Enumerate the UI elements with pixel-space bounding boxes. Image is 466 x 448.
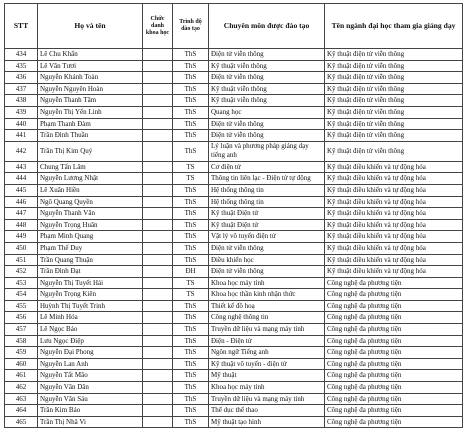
cell-name: Lê Minh Hóa xyxy=(38,312,143,324)
cell-stt: 463 xyxy=(5,393,38,405)
header-row xyxy=(5,4,463,49)
cell-stt: 434 xyxy=(5,49,38,61)
cell-specialty: Kỹ thuật Điện tử xyxy=(209,208,325,220)
cell-position xyxy=(143,141,173,161)
cell-position xyxy=(143,173,173,185)
table-row xyxy=(5,242,463,254)
cell-major: Công nghệ đa phương tiện xyxy=(325,289,463,301)
cell-degree: ThS xyxy=(173,83,209,95)
cell-name: Nguyễn Tất Mão xyxy=(38,370,143,382)
cell-degree: ThS xyxy=(173,324,209,336)
table-row xyxy=(5,118,463,130)
cell-stt: 465 xyxy=(5,416,38,428)
cell-position xyxy=(143,219,173,231)
cell-stt: 438 xyxy=(5,95,38,107)
table-row xyxy=(5,161,463,173)
cell-name: Nguyễn Trọng Huân xyxy=(38,219,143,231)
cell-major: Công nghệ đa phương tiện xyxy=(325,405,463,417)
cell-major: Công nghệ đa phương tiện xyxy=(325,335,463,347)
cell-name: Nguyễn Thị Tuyết Hải xyxy=(38,277,143,289)
cell-name: Nguyễn Nguyên Hoàn xyxy=(38,83,143,95)
table-row xyxy=(5,393,463,405)
cell-name: Trần Quang Thuận xyxy=(38,254,143,266)
cell-stt: 455 xyxy=(5,300,38,312)
cell-stt: 449 xyxy=(5,231,38,243)
header-major: Tên ngành đại học tham gia giảng dạy xyxy=(325,4,463,49)
cell-position xyxy=(143,208,173,220)
table-row xyxy=(5,289,463,301)
cell-position xyxy=(143,405,173,417)
cell-position xyxy=(143,118,173,130)
cell-specialty: Điện tử viễn thông xyxy=(209,242,325,254)
cell-major: Kỹ thuật điều khiển và tự động hóa xyxy=(325,266,463,278)
cell-name: Chung Tấn Lâm xyxy=(38,161,143,173)
cell-name: Nguyễn Văn Dân xyxy=(38,382,143,394)
cell-degree: ThS xyxy=(173,49,209,61)
table-body xyxy=(5,49,463,428)
cell-specialty: Khoa học máy tính xyxy=(209,277,325,289)
cell-position xyxy=(143,254,173,266)
cell-specialty: Thể dục thể thao xyxy=(209,405,325,417)
cell-specialty: Thiết kế đồ hoạ xyxy=(209,300,325,312)
cell-degree: ThS xyxy=(173,335,209,347)
table-row xyxy=(5,83,463,95)
cell-major: Công nghệ đa phương tiện xyxy=(325,393,463,405)
table-row xyxy=(5,196,463,208)
cell-stt: 452 xyxy=(5,266,38,278)
cell-degree: ThS xyxy=(173,184,209,196)
cell-degree: ThS xyxy=(173,405,209,417)
cell-position xyxy=(143,106,173,118)
table-row xyxy=(5,141,463,161)
cell-stt: 448 xyxy=(5,219,38,231)
cell-name: Trần Kim Bảo xyxy=(38,405,143,417)
cell-major: Công nghệ đa phương tiện xyxy=(325,370,463,382)
cell-degree: ThS xyxy=(173,72,209,84)
cell-position xyxy=(143,266,173,278)
cell-major: Kỹ thuật điện tử viễn thông xyxy=(325,83,463,95)
cell-major: Kỹ thuật điện tử viễn thông xyxy=(325,49,463,61)
cell-position xyxy=(143,312,173,324)
cell-stt: 443 xyxy=(5,161,38,173)
cell-major: Kỹ thuật điều khiển và tự động hóa xyxy=(325,208,463,220)
cell-specialty: Kỹ thuật vô tuyến - điện tử xyxy=(209,358,325,370)
cell-major: Kỹ thuật điện tử viễn thông xyxy=(325,60,463,72)
cell-major: Công nghệ đa phương tiện xyxy=(325,382,463,394)
cell-stt: 464 xyxy=(5,405,38,417)
table-row xyxy=(5,208,463,220)
cell-name: Nguyễn Thanh Tâm xyxy=(38,95,143,107)
cell-major: Kỹ thuật điều khiển và tự động hóa xyxy=(325,219,463,231)
cell-position xyxy=(143,72,173,84)
cell-stt: 437 xyxy=(5,83,38,95)
cell-degree: ThS xyxy=(173,370,209,382)
cell-position xyxy=(143,370,173,382)
cell-name: Phạm Thế Duy xyxy=(38,242,143,254)
cell-major: Công nghệ đa phương tiện xyxy=(325,416,463,428)
cell-name: Trần Thị Kim Quý xyxy=(38,141,143,161)
cell-degree: ĐH xyxy=(173,266,209,278)
cell-degree: ThS xyxy=(173,219,209,231)
cell-major: Kỹ thuật điều khiển và tự động hóa xyxy=(325,231,463,243)
cell-stt: 457 xyxy=(5,324,38,336)
cell-position xyxy=(143,130,173,142)
cell-stt: 436 xyxy=(5,72,38,84)
cell-specialty: Lý luận và phương pháp giảng dạy tiếng anh xyxy=(209,141,325,161)
cell-stt: 461 xyxy=(5,370,38,382)
table-row xyxy=(5,266,463,278)
cell-major: Công nghệ đa phương tiện xyxy=(325,324,463,336)
cell-specialty: Kỹ thuật viễn thông xyxy=(209,60,325,72)
table-row xyxy=(5,347,463,359)
cell-position xyxy=(143,60,173,72)
cell-position xyxy=(143,347,173,359)
cell-position xyxy=(143,416,173,428)
cell-major: Công nghệ đa phương tiện xyxy=(325,277,463,289)
cell-stt: 458 xyxy=(5,335,38,347)
cell-specialty: Cơ điện tử xyxy=(209,161,325,173)
cell-position xyxy=(143,196,173,208)
cell-position xyxy=(143,277,173,289)
cell-name: Nguyễn Văn Sáu xyxy=(38,393,143,405)
cell-name: Nguyễn Khánh Toàn xyxy=(38,72,143,84)
cell-degree: TS xyxy=(173,289,209,301)
cell-degree: ThS xyxy=(173,242,209,254)
cell-name: Lê Xuân Hiền xyxy=(38,184,143,196)
table-row xyxy=(5,416,463,428)
cell-specialty: Kỹ thuật viễn thông xyxy=(209,95,325,107)
cell-degree: ThS xyxy=(173,196,209,208)
cell-specialty: Kỹ thuật viễn thông xyxy=(209,83,325,95)
cell-degree: ThS xyxy=(173,231,209,243)
cell-stt: 445 xyxy=(5,184,38,196)
cell-major: Kỹ thuật điều khiển và tự động hóa xyxy=(325,161,463,173)
cell-stt: 446 xyxy=(5,196,38,208)
cell-degree: TS xyxy=(173,277,209,289)
cell-position xyxy=(143,324,173,336)
header-specialty: Chuyên môn được đào tạo xyxy=(209,4,325,49)
table-row xyxy=(5,335,463,347)
cell-specialty: Điện tử viễn thông xyxy=(209,130,325,142)
cell-specialty: Thông tin liên lạc - Điện tử tự động xyxy=(209,173,325,185)
cell-degree: ThS xyxy=(173,358,209,370)
cell-name: Nguyễn Lan Anh xyxy=(38,358,143,370)
cell-position xyxy=(143,184,173,196)
cell-specialty: Điện tử viễn thông xyxy=(209,266,325,278)
cell-specialty: Điều khiển học xyxy=(209,254,325,266)
cell-position xyxy=(143,358,173,370)
cell-major: Kỹ thuật điện tử viễn thông xyxy=(325,72,463,84)
cell-specialty: Kỹ thuật Điện tử xyxy=(209,219,325,231)
table-row xyxy=(5,184,463,196)
cell-major: Công nghệ đa phương tiện xyxy=(325,358,463,370)
cell-stt: 454 xyxy=(5,289,38,301)
cell-stt: 453 xyxy=(5,277,38,289)
cell-specialty: Điện tử viễn thông xyxy=(209,72,325,84)
cell-degree: ThS xyxy=(173,312,209,324)
cell-degree: ThS xyxy=(173,95,209,107)
cell-name: Nguyễn Lương Nhật xyxy=(38,173,143,185)
cell-degree: ThS xyxy=(173,118,209,130)
cell-major: Kỹ thuật điện tử viễn thông xyxy=(325,118,463,130)
cell-position xyxy=(143,382,173,394)
cell-degree: ThS xyxy=(173,106,209,118)
cell-major: Kỹ thuật điều khiển và tự động hóa xyxy=(325,173,463,185)
cell-specialty: Ngôn ngữ Tiếng anh xyxy=(209,347,325,359)
cell-name: Lưu Ngọc Điệp xyxy=(38,335,143,347)
table-row xyxy=(5,49,463,61)
cell-stt: 444 xyxy=(5,173,38,185)
cell-position xyxy=(143,161,173,173)
cell-degree: ThS xyxy=(173,416,209,428)
cell-degree: TS xyxy=(173,161,209,173)
table-row xyxy=(5,358,463,370)
table-row xyxy=(5,312,463,324)
cell-name: Nguyễn Trọng Kiên xyxy=(38,289,143,301)
cell-position xyxy=(143,49,173,61)
cell-degree: ThS xyxy=(173,254,209,266)
cell-position xyxy=(143,300,173,312)
cell-stt: 441 xyxy=(5,130,38,142)
cell-specialty: Điện tử viễn thông xyxy=(209,118,325,130)
cell-degree: ThS xyxy=(173,300,209,312)
table-row xyxy=(5,254,463,266)
cell-name: Nguyễn Đại Phong xyxy=(38,347,143,359)
cell-degree: ThS xyxy=(173,141,209,161)
cell-name: Trần Đình Thuần xyxy=(38,130,143,142)
table-row xyxy=(5,324,463,336)
cell-specialty: Truyền dữ liệu và mạng máy tính xyxy=(209,393,325,405)
table-row xyxy=(5,370,463,382)
table-row xyxy=(5,72,463,84)
header-stt: STT xyxy=(5,4,38,49)
cell-name: Lê Văn Tươi xyxy=(38,60,143,72)
cell-position xyxy=(143,231,173,243)
cell-stt: 442 xyxy=(5,141,38,161)
cell-name: Nguyễn Thanh Văn xyxy=(38,208,143,220)
header-name: Họ và tên xyxy=(38,4,143,49)
table-row xyxy=(5,130,463,142)
table-row xyxy=(5,173,463,185)
cell-stt: 450 xyxy=(5,242,38,254)
cell-stt: 460 xyxy=(5,358,38,370)
cell-major: Công nghệ đa phương tiện xyxy=(325,312,463,324)
table-row xyxy=(5,300,463,312)
cell-major: Kỹ thuật điện tử viễn thông xyxy=(325,95,463,107)
cell-major: Kỹ thuật điều khiển và tự động hóa xyxy=(325,196,463,208)
cell-name: Lê Ngọc Bảo xyxy=(38,324,143,336)
cell-name: Ngô Quang Quyền xyxy=(38,196,143,208)
table-row xyxy=(5,277,463,289)
cell-stt: 459 xyxy=(5,347,38,359)
cell-degree: ThS xyxy=(173,347,209,359)
table-row xyxy=(5,382,463,394)
cell-major: Kỹ thuật điện tử viễn thông xyxy=(325,130,463,142)
cell-specialty: Hệ thống thông tin xyxy=(209,196,325,208)
cell-position xyxy=(143,289,173,301)
cell-stt: 462 xyxy=(5,382,38,394)
faculty-table xyxy=(4,3,463,428)
table-row xyxy=(5,60,463,72)
cell-name: Lê Chu Khẩn xyxy=(38,49,143,61)
cell-specialty: Mỹ thuật xyxy=(209,370,325,382)
cell-name: Trần Đình Đạt xyxy=(38,266,143,278)
cell-specialty: Khoa học thần kinh nhận thức xyxy=(209,289,325,301)
cell-stt: 435 xyxy=(5,60,38,72)
cell-name: Nguyễn Thị Yến Linh xyxy=(38,106,143,118)
cell-specialty: Quang học xyxy=(209,106,325,118)
cell-stt: 456 xyxy=(5,312,38,324)
cell-major: Kỹ thuật điều khiển và tự động hóa xyxy=(325,242,463,254)
cell-stt: 440 xyxy=(5,118,38,130)
cell-stt: 447 xyxy=(5,208,38,220)
cell-position xyxy=(143,242,173,254)
header-degree: Trình độ đào tạo xyxy=(173,4,209,49)
cell-specialty: Truyền dữ liệu và mạng máy tính xyxy=(209,324,325,336)
table-row xyxy=(5,231,463,243)
cell-position xyxy=(143,95,173,107)
cell-degree: ThS xyxy=(173,130,209,142)
cell-specialty: Điện tử viễn thông xyxy=(209,49,325,61)
cell-name: Huỳnh Thị Tuyết Trinh xyxy=(38,300,143,312)
cell-position xyxy=(143,393,173,405)
cell-degree: ThS xyxy=(173,382,209,394)
table-row xyxy=(5,95,463,107)
cell-name: Phạm Thanh Đàm xyxy=(38,118,143,130)
cell-name: Phạm Minh Quang xyxy=(38,231,143,243)
cell-degree: TS xyxy=(173,173,209,185)
cell-major: Kỹ thuật điều khiển và tự động hóa xyxy=(325,184,463,196)
cell-stt: 439 xyxy=(5,106,38,118)
cell-stt: 451 xyxy=(5,254,38,266)
table-row xyxy=(5,106,463,118)
cell-degree: ThS xyxy=(173,60,209,72)
cell-specialty: Điện - Điện tử xyxy=(209,335,325,347)
cell-major: Kỹ thuật điều khiển và tự động hóa xyxy=(325,254,463,266)
cell-specialty: Vật lý vô tuyến điện tử xyxy=(209,231,325,243)
cell-degree: ThS xyxy=(173,208,209,220)
cell-specialty: Mỹ thuật tạo hình xyxy=(209,416,325,428)
header-position: Chức danh khoa học xyxy=(143,4,173,49)
cell-specialty: Khoa học máy tính xyxy=(209,382,325,394)
cell-major: Công nghệ đa phương tiện xyxy=(325,347,463,359)
table-row xyxy=(5,219,463,231)
cell-major: Kỹ thuật điện tử viễn thông xyxy=(325,141,463,161)
cell-degree: ThS xyxy=(173,393,209,405)
cell-major: Kỹ thuật điện tử viễn thông xyxy=(325,106,463,118)
cell-specialty: Công nghệ thông tin xyxy=(209,312,325,324)
cell-name: Trần Thị Nhã Vi xyxy=(38,416,143,428)
table-row xyxy=(5,405,463,417)
cell-specialty: Hệ thống thông tin xyxy=(209,184,325,196)
cell-position xyxy=(143,83,173,95)
cell-position xyxy=(143,335,173,347)
cell-major: Công nghệ đa phương tiện xyxy=(325,300,463,312)
